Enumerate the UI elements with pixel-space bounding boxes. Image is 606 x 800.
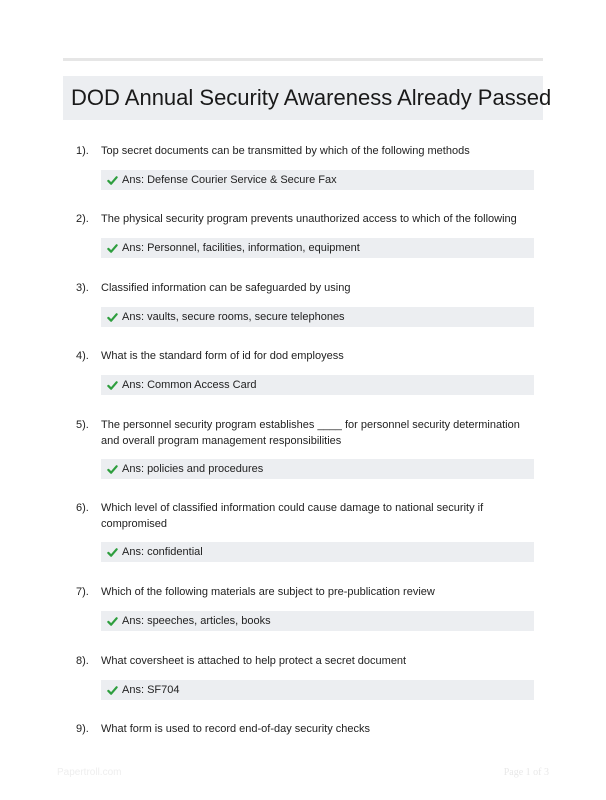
- answer-text: Ans: confidential: [122, 546, 203, 558]
- question-number: 7).: [76, 586, 89, 598]
- question-number: 3).: [76, 282, 89, 294]
- question-text: What coversheet is attached to help protect a secret document: [101, 655, 407, 667]
- page-number: Page 1 of 3: [503, 767, 549, 778]
- answer-box: [101, 459, 534, 479]
- check-icon: [107, 380, 118, 391]
- check-icon: [107, 547, 118, 558]
- title-banner: [63, 76, 552, 120]
- question-number: 6).: [76, 502, 89, 514]
- answer-text: Ans: Defense Courier Service & Secure Fax: [122, 174, 337, 186]
- question-number: 9).: [76, 723, 89, 735]
- question-text: The physical security program prevents unauthorized access to which of the following: [101, 213, 517, 225]
- check-icon: [107, 175, 118, 186]
- answer-text: Ans: Common Access Card: [122, 379, 257, 391]
- answer-box: [101, 170, 534, 190]
- top-divider: [63, 58, 543, 61]
- check-icon: [107, 464, 118, 475]
- question-text: Top secret documents can be transmitted by which of the following methods: [101, 145, 470, 157]
- question-number: 4).: [76, 350, 89, 362]
- question-number: 8).: [76, 655, 89, 667]
- answer-text: Ans: policies and procedures: [122, 463, 264, 475]
- question-text: Which level of classified information could cause damage to national security if compromised: [101, 502, 484, 530]
- check-icon: [107, 243, 118, 254]
- answer-box: [101, 307, 534, 327]
- footer-watermark: Papertroll.com: [57, 767, 122, 778]
- question-text: What is the standard form of id for dod employess: [101, 350, 344, 362]
- question-number: 2).: [76, 213, 89, 225]
- check-icon: [107, 685, 118, 696]
- question-number: 5).: [76, 419, 89, 431]
- answer-box: [101, 542, 534, 562]
- check-icon: [107, 312, 118, 323]
- answer-text: Ans: Personnel, facilities, information, equipment: [122, 242, 360, 254]
- answer-text: Ans: SF704: [122, 684, 180, 696]
- question-text: The personnel security program establishes ____ for personnel security determination and overall program management responsibilities: [101, 419, 520, 447]
- answer-box: [101, 611, 534, 631]
- question-text: What form is used to record end-of-day security checks: [101, 723, 370, 735]
- check-icon: [107, 616, 118, 627]
- answer-text: Ans: speeches, articles, books: [122, 615, 271, 627]
- answer-box: [101, 375, 534, 395]
- answer-box: [101, 680, 534, 700]
- page-title: DOD Annual Security Awareness Already Passed: [71, 85, 552, 110]
- question-text: Classified information can be safeguarded by using: [101, 282, 351, 294]
- question-number: 1).: [76, 145, 89, 157]
- answer-text: Ans: vaults, secure rooms, secure telephones: [122, 311, 345, 323]
- answer-box: [101, 238, 534, 258]
- question-text: Which of the following materials are subject to pre-publication review: [101, 586, 435, 598]
